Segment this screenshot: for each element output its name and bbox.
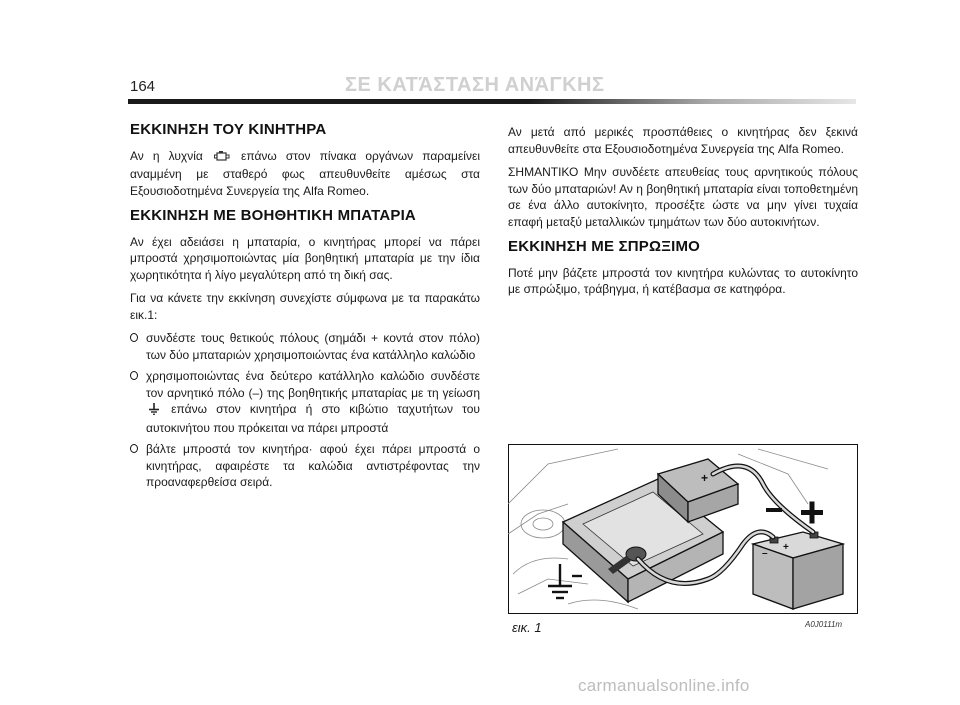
heading-push-start: ΕΚΚΙΝΗΣΗ ΜΕ ΣΠΡΩΞΙΜΟ	[508, 238, 701, 255]
plus-mark-vehicle: +	[701, 471, 709, 485]
plus-mark-booster: +	[783, 542, 789, 553]
list-item	[130, 330, 480, 363]
ground-symbol-icon	[148, 403, 160, 420]
figure-code: A0J0111m	[805, 620, 843, 629]
page-number: 164	[130, 78, 156, 95]
booster-battery	[753, 532, 843, 609]
bullet-icon	[130, 371, 138, 380]
right-column	[508, 124, 858, 305]
procedure-list	[130, 330, 480, 491]
engine-warning-icon	[214, 150, 230, 167]
heading-engine-start: ΕΚΚΙΝΗΣΗ ΤΟΥ ΚΙΝΗΤΗΡΑ	[130, 121, 327, 138]
paragraph-important-note: ΣΗΜΑΝΤΙΚΟ Μην συνδέετε απευθείας τους αρνητικούς πόλους των δύο μπαταριών! Αν η βοηθητική μπαταρία είναι τοποθετημένη σε ένα άλλο αυτοκίνητο, προσέξτε ώστε να μην γίνει τυχαία επαφή μεταξύ μεταλλικών τμημάτων των δύο αυτοκινήτων.	[508, 165, 858, 229]
paragraph-contact-service: Αν μετά από μερικές προσπάθειες ο κινητήρας δεν ξεκινά απευθυνθείτε στα Εξουσιοδοτημένα Συνεργεία της Alfa Romeo.	[508, 125, 858, 156]
list-item-text: συνδέστε τους θετικούς πόλους (σημάδι + κοντά στον πόλο) των δύο μπαταριών χρησιμοποιώντας ένα κατάλληλο καλώδιο	[146, 331, 480, 362]
minus-mark-booster: –	[762, 548, 768, 559]
heading-booster-battery: ΕΚΚΙΝΗΣΗ ΜΕ ΒΟΗΘΗΤΙΚΗ ΜΠΑΤΑΡΙΑ	[130, 207, 416, 224]
list-item-text: βάλτε μπροστά τον κινητήρα· αφού έχει πάρει μπροστά ο κινητήρας, αφαιρέστε τα καλώδια αντιστρέφοντας την προαναφερθείσα σειρά.	[146, 442, 480, 489]
watermark: carmanualsonline.info	[578, 676, 750, 695]
paragraph-warning-light	[130, 148, 480, 200]
left-column	[130, 122, 480, 496]
figure-caption: εικ. 1	[512, 620, 542, 635]
bullet-icon	[130, 444, 138, 453]
header-rule	[128, 99, 856, 104]
bullet-icon	[130, 333, 138, 342]
paragraph-battery-flat: Αν έχει αδειάσει η μπαταρία, ο κινητήρας μπορεί να πάρει μπροστά χρησιμοποιώντας μία βοηθητική μπαταρία με την ίδια χωρητικότητα ή λίγο μεγαλύτερη από τη δική σας.	[130, 234, 480, 282]
paragraph-warning-light-pre: Αν η λυχνία	[130, 148, 203, 163]
paragraph-push-start: Ποτέ μην βάζετε μπροστά τον κινητήρα κυλώντας το αυτοκίνητο με σπρώξιμο, τράβηγμα, ή κατέβασμα σε κατηφόρα.	[508, 265, 858, 296]
figure-jump-start	[508, 444, 858, 614]
list-item	[130, 441, 480, 491]
list-item	[130, 368, 480, 436]
list-item-text-continued: επάνω στον κινητήρα ή στο κιβώτιο ταχυτήτων του αυτοκινήτου που πρόκειται να πάρει μπροστά	[146, 402, 480, 435]
list-item-text: χρησιμοποιώντας ένα δεύτερο κατάλληλο καλώδιο συνδέστε τον αρνητικό πόλο (–) της βοηθητικής μπαταρίας με τη γείωση	[146, 369, 480, 400]
paragraph-procedure-intro: Για να κάνετε την εκκίνηση συνεχίστε σύμφωνα με τα παρακάτω εικ.1:	[130, 291, 480, 322]
paragraph-warning-light-post: επάνω στον πίνακα οργάνων παραμείνει αναμμένη με σταθερό φως απευθυνθείτε αμέσως στα Εξουσιοδοτημένα Συνεργεία της Alfa Romeo.	[130, 148, 480, 198]
running-header: ΣΕ ΚΑΤΆΣΤΑΣΗ ΑΝΆΓΚΗΣ	[345, 74, 605, 96]
